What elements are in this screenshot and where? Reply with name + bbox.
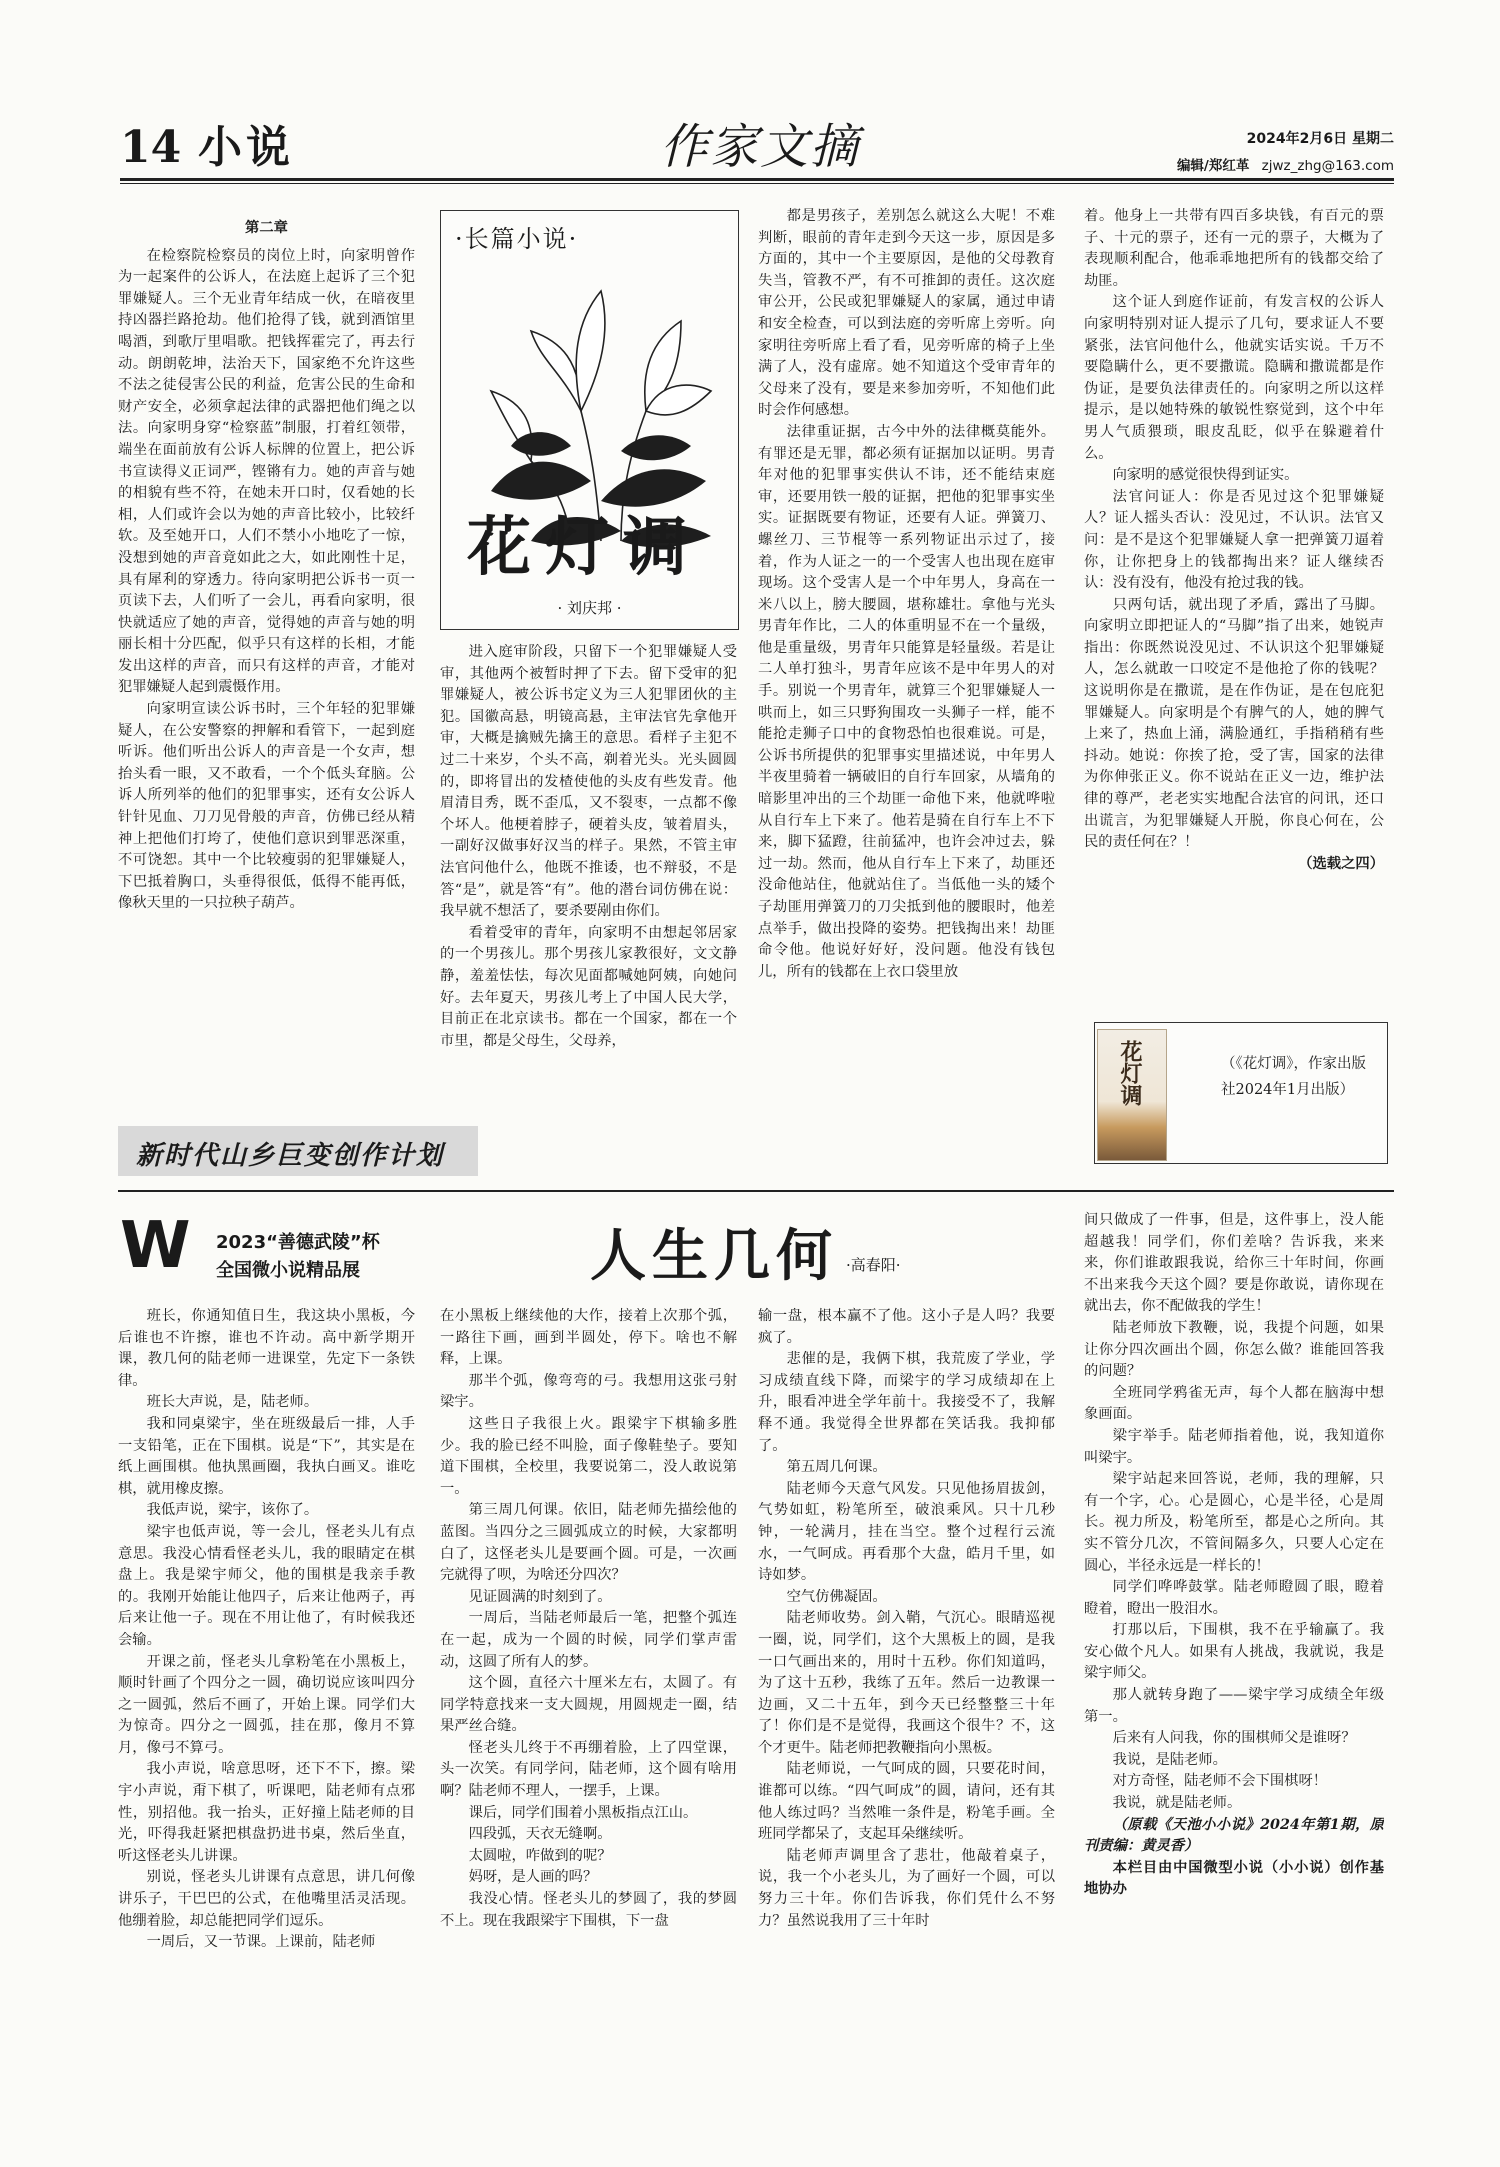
paragraph: 一周后，又一节课。上课前，陆老师 [146, 1934, 376, 1951]
story-column-2 [440, 1306, 737, 2084]
flower-illustration [471, 251, 721, 551]
story-title: 人生几何 [590, 1223, 838, 1289]
paragraph: 那半个弧，像弯弯的弓。我想用这张弓射梁宇。 [440, 1372, 737, 1411]
paragraph: 太圆啦，咋做到的呢？ [468, 1847, 612, 1864]
creation-plan-title: 新时代山乡巨变创作计划 [136, 1141, 445, 1171]
paragraph: 我说，就是陆老师。 [1112, 1795, 1242, 1812]
novel-column-4 [1084, 206, 1384, 996]
paragraph: 别说，怪老头儿讲课有点意思，讲几何像讲乐子，干巴巴的公式，在他嘴里活灵活现。他绷着脸，却总能把同学们逗乐。 [118, 1869, 415, 1929]
paragraph: 梁宇站起来回答说，老师，我的理解，只有一个字，心。心是圆心，心是半径，心是周长。视力所及，粉笔所至，都是心之所向。其实不管分几次，不管间隔多久，只要人心定在圆心，半径永远是一样长的！ [1084, 1471, 1384, 1574]
paragraph: 输一盘，根本赢不了他。这小子是人吗？我要疯了。 [758, 1308, 1055, 1346]
paragraph: 见证圆满的时刻到了。 [468, 1588, 612, 1605]
paragraph: 陆老师声调里含了悲壮，他敲着桌子，说，我一个小老头儿，为了画好一个圆，可以努力三十年。你们告诉我，你们凭什么不努力？虽然说我用了三十年时 [758, 1847, 1055, 1929]
paragraph: 我和同桌梁宇，坐在班级最后一排，人手一支铅笔，正在下围棋。说是“下”，其实是在纸上画围棋。他执黑画圈，我执白画叉。谁吃棋，就用橡皮擦。 [118, 1415, 415, 1497]
page-number: 14 [120, 122, 182, 173]
paragraph: 间只做成了一件事，但是，这件事上，没人能超越我！同学们，你们差啥？告诉我，来来来，你们谁敢跟我说，给你三十年时间，你画不出来我今天这个圆？要是你敢说，请你现在就出去，你不配做我的学生！ [1084, 1212, 1384, 1315]
chapter-heading: 第二章 [245, 220, 288, 236]
paragraph: 陆老师放下教鞭，说，我提个问题，如果让你分四次画出个圆，你怎么做？谁能回答我的问题？ [1084, 1319, 1384, 1380]
paragraph: 怪老头儿终于不再绷着脸，上了四堂课，头一次笑。有同学问，陆老师，这个圆有啥用啊？陆老师不理人，一摆手，上课。 [440, 1739, 737, 1800]
paragraph: 着。他身上一共带有四百多块钱，有百元的票子、十元的票子，还有一元的票子，大概为了表现顺利配合，他乖乖地把所有的钱都交给了劫匪。 [1084, 208, 1384, 289]
header-rule-thin [120, 183, 1394, 184]
paragraph: 法官问证人：你是否见过这个犯罪嫌疑人？证人摇头否认：没见过，不认识。法官又问：是不是这个犯罪嫌疑人拿一把弹簧刀逼着你，让你把身上的钱都掏出来？证人继续否认：没有没有，他没有抢过我的钱。 [1084, 488, 1384, 592]
paragraph: 法律重证据，古今中外的法律概莫能外。有罪还是无罪，都必须有证据加以证明。男青年对他的犯罪事实供认不讳，还不能结束庭审，还要用铁一般的证据，把他的犯罪事实坐实。证据既要有物证，还要有人证。弹簧刀、螺丝刀、三节棍等一系列物证出示过了，接着，作为人证之一的一个受害人也出现在庭审现场。这个受害人是一个中年男人，身高在一米八以上，膀大腰圆，堪称雄壮。拿他与光头男青年作比，二人的体重明显不在一个量级，他是重量级，男青年只能算是轻量级。若是让二人单打独斗，男青年应该不是中年男人的对手。别说一个男青年，就算三个犯罪嫌疑人一哄而上，如三只野狗围攻一头狮子一样，能不能抢走狮子口中的食物恐怕也很难说。可是，公诉书所提供的犯罪事实里描述说，中年男人半夜里骑着一辆破旧的自行车回家，从墙角的暗影里冲出的三个劫匪一命他下来，他就哗啦从自行车上下来了。他若是骑在自行车上不下来，脚下猛蹬，往前猛冲，也许会冲过去，躲过一劫。然而，他从自行车上下来了，劫匪还没命他站住，他就站住了。当低他一头的矮个子劫匪用弹簧刀的刀尖抵到他的腰眼时，他差点举手，做出投降的姿势。把钱掏出来！劫匪命令他。他说好好好，没问题。他没有钱包儿，所有的钱都在上衣口袋里放 [758, 423, 1055, 980]
paragraph: 全班同学鸦雀无声，每个人都在脑海中想象画面。 [1084, 1384, 1384, 1423]
paragraph: 陆老师今天意气风发。只见他扬眉拔剑，气势如虹，粉笔所至，破浪乘风。只十几秒钟，一轮满月，挂在当空。整个过程行云流水，一气呵成。再看那个大盘，皓月千里，如诗如梦。 [758, 1480, 1055, 1584]
paragraph: 对方奇怪，陆老师不会下围棋呀！ [1112, 1773, 1328, 1790]
contest-subtitle: 全国微小说精品展 [216, 1260, 360, 1281]
paragraph: 第三周几何课。依旧，陆老师先描绘他的蓝图。当四分之三圆弧成立的时候，大家都明白了，这怪老头儿是要画个圆。可是，一次画完就得了呗，为啥还分四次？ [440, 1502, 737, 1584]
masthead: 作家文摘 [660, 119, 861, 175]
section-title: 小说 [198, 122, 294, 173]
paragraph: 陆老师收势。剑入鞘，气沉心。眼睛巡视一圈，说，同学们，这个大黑板上的圆，是我一口气画出来的，用时十五秒。你们知道吗，为了这十五秒，我练了五年。然后一边教课一边画，又二十五年，到今天已经整整三十年了！你们是不是觉得，我画这个很牛？不，这个才更牛。陆老师把教鞭指向小黑板。 [758, 1610, 1055, 1756]
section-divider [118, 1190, 1394, 1192]
paragraph: 我小声说，啥意思呀，还下不下，擦。梁宇小声说，甭下棋了，听课吧，陆老师有点邪性，别招他。我一抬头，正好撞上陆老师的目光，吓得我赶紧把棋盘扔进书桌，然后坐直，听这怪老头儿讲课。 [118, 1761, 415, 1864]
book-caption: （《花灯调》，作家出版社2024年1月出版） [1221, 1056, 1366, 1098]
issue-date: 2024年2月6日 星期二 [1246, 131, 1394, 147]
paragraph: 这些日子我很上火。跟梁宇下棋输多胜少。我的脸已经不叫脸，面子像鞋垫子。要知道下围棋，全校里，我要说第二，没人敢说第一。 [440, 1415, 737, 1497]
paragraph: 打那以后，下围棋，我不在乎输赢了。我安心做个凡人。如果有人挑战，我就说，我是梁宇师父。 [1084, 1622, 1384, 1682]
paragraph: 只两句话，就出现了矛盾，露出了马脚。向家明立即把证人的“马脚”指了出来，她锐声指出：你既然说没见过、不认识这个犯罪嫌疑人，怎么就敢一口咬定不是他抢了你的钱呢？这说明你是在撒谎，是在作伪证，是在包庇犯罪嫌疑人。向家明是个有脾气的人，她的脾气上来了，热血上涌，满脸通红，手指稍稍有些抖动。她说：你挨了抢，受了害，国家的法律为你伸张正义。你不说站在正义一边，维护法律的尊严，老老实实地配合法官的问讯，还口出谎言，为犯罪嫌疑人开脱，你良心何在，公民的责任何在？！ [1084, 596, 1384, 851]
sponsor-note: 本栏目由中国微型小说（小小说）创作基地协办 [1084, 1859, 1384, 1898]
story-column-3 [758, 1306, 1055, 2084]
book-box [1094, 1022, 1388, 1164]
paragraph: 后来有人问我，你的围棋师父是谁呀？ [1112, 1730, 1356, 1747]
paragraph: 这个证人到庭作证前，有发言权的公诉人向家明特别对证人提示了几句，要求证人不要紧张，法官问他什么，他就实话实说。千万不要隐瞒什么，更不要撒谎。隐瞒和撒谎都是作伪证，是要负法律责任的。向家明之所以这样提示，是以她特殊的敏锐性察觉到，这个中年男人气质猥琐，眼皮乱眨，似乎在躲避着什么。 [1084, 294, 1384, 462]
header-rule [120, 178, 1394, 181]
paragraph: 妈呀，是人画的吗？ [468, 1869, 598, 1886]
paragraph: 我低声说，梁宇，该你了。 [146, 1502, 319, 1519]
paragraph: 向家明宣读公诉书时，三个年轻的犯罪嫌疑人，在公安警察的押解和看管下，一起到庭听诉。他们听出公诉人的声音是一个女声，想抬头看一眼，又不敢看，一个个低头耷脑。公诉人所列举的他们的犯罪事实，还有女公诉人针针见血、刀刀见骨般的声音，仿佛已经从精神上把他们打垮了，使他们意识到罪恶深重，不可饶恕。其中一个比较瘦弱的犯罪嫌疑人，下巴抵着胸口，头垂得很低，低得不能再低，像秋天里的一只拉秧子葫芦。 [118, 701, 415, 912]
paragraph: 班长大声说，是，陆老师。 [146, 1394, 319, 1411]
creation-plan-banner [118, 1126, 478, 1176]
paragraph: 梁宇也低声说，等一会儿，怪老头儿有点意思。我没心情看怪老头儿，我的眼睛定在棋盘上。我是梁宇师父，他的围棋是我亲手教的。我刚开始能让他四子，后来让他两子，再后来让他一子。现在不用让他了，有时候我还会输。 [118, 1523, 415, 1648]
paragraph: 同学们哗哗鼓掌。陆老师瞪圆了眼，瞪着瞪着，瞪出一股泪水。 [1084, 1579, 1384, 1617]
paragraph: 四段弧，天衣无缝啊。 [468, 1826, 612, 1843]
story-author: ·高春阳· [846, 1256, 901, 1274]
contest-name: 2023“善德武陵”杯 [216, 1232, 380, 1253]
paragraph: 在小黑板上继续他的大作，接着上次那个弧，一路往下画，画到半圆处，停下。啥也不解释，上课。 [440, 1308, 737, 1368]
paragraph: 悲催的是，我俩下棋，我荒废了学业，学习成绩直线下降，而梁宇的学习成绩却在上升，眼看冲进全学年前十。我接受不了，我解释不通。我觉得全世界都在笑话我。我抑郁了。 [758, 1351, 1055, 1454]
story-source: （原载《天池小小说》2024年第1期，原刊责编：黄灵香） [1084, 1816, 1384, 1855]
editor-email: zjwz_zhg@163.com [1261, 158, 1394, 174]
contest-logo [120, 1209, 420, 1292]
paragraph: 向家明的感觉很快得到证实。 [1112, 467, 1299, 484]
paragraph: 我说，是陆老师。 [1112, 1751, 1227, 1768]
novel-column-3 [758, 206, 1055, 1171]
page-header [120, 118, 1394, 178]
novel-title-box [440, 210, 739, 630]
paragraph: 一周后，当陆老师最后一笔，把整个弧连在一起，成为一个圆的时候，同学们掌声雷动，这圆了所有人的梦。 [440, 1610, 737, 1670]
genre-label: ·长篇小说· [455, 225, 579, 253]
paragraph: 那人就转身跑了——梁宇学习成绩全年级第一。 [1084, 1687, 1384, 1725]
paragraph: 都是男孩子，差别怎么就这么大呢！不难判断，眼前的青年走到今天这一步，原因是多方面的，其中一个主要原因，是他的父母教育失当，管教不严，有不可推卸的责任。这次庭审公开，公民或犯罪嫌疑人的家属，通过申请和安全检查，可以到法庭的旁听席上旁听。向家明往旁听席上看了看，见旁听席的椅子上坐满了人，没有虚席。她不知道这个受审青年的父母来了没有，要是来参加旁听，不知他们此时会作何感想。 [758, 208, 1055, 419]
paragraph: 陆老师说，一气呵成的圆，只要花时间，谁都可以练。“四气呵成”的圆，请问，还有其他人练过吗？当然唯一条件是，粉笔手画。全班同学都呆了，支起耳朵继续听。 [758, 1761, 1055, 1843]
story-column-1 [118, 1306, 415, 2084]
book-cover-title: 花灯调 [1117, 1040, 1143, 1106]
paragraph: 课后，同学们围着小黑板指点江山。 [468, 1804, 698, 1821]
paragraph: 在检察院检察员的岗位上时，向家明曾作为一起案件的公诉人，在法庭上起诉了三个犯罪嫌疑人。三个无业青年结成一伙，在暗夜里持凶器拦路抢劫。他们抢得了钱，就到酒馆里喝酒，到歌厅里唱歌。把钱挥霍完了，再去行动。朗朗乾坤，法治天下，国家绝不允许这些不法之徒侵害公民的利益，危害公民的生命和财产安全，必须拿起法律的武器把他们绳之以法。向家明身穿“检察蓝”制服，打着红领带，端坐在面前放有公诉人标牌的位置上，把公诉书宣读得义正词严，铿锵有力。她的声音与她的相貌有些不符，在她未开口时，仅看她的长相，人们或许会以为她的声音比较小，比较纤软。及至她开口，人们不禁小小地吃了一惊，没想到她的声音竟如此之大，如此刚性十足，具有犀利的穿透力。待向家明把公诉书一页一页读下去，人们听了一会儿，再看向家明，很快就适应了她的声音，觉得她的声音与她的明丽长相十分匹配，似乎只有这样的长相，才能发出这样的声音，而只有这样的声音，才能对犯罪嫌疑人起到震慑作用。 [118, 247, 415, 696]
serial-note: （选载之四） [1298, 855, 1384, 872]
paragraph: 第五周几何课。 [786, 1459, 887, 1476]
book-cover [1097, 1029, 1167, 1161]
paragraph: 班长，你通知值日生，我这块小黑板，今后谁也不许擦，谁也不许动。高中新学期开课，教几何的陆老师一进课堂，先定下一条铁律。 [118, 1308, 415, 1389]
editor-line [1177, 154, 1394, 174]
paragraph: 开课之前，怪老头儿拿粉笔在小黑板上，顺时针画了个四分之一圆，确切说应该叫四分之一圆弧，然后不画了，开始上课。同学们大为惊奇。四分之一圆弧，挂在那，像月不算月，像弓不算弓。 [118, 1653, 415, 1756]
novel-column-2 [440, 642, 737, 1167]
novel-author: · 刘庆邦 · [557, 599, 622, 617]
editor-name: 编辑/郑红革 [1176, 158, 1250, 174]
paragraph: 这个圆，直径六十厘米左右，太圆了。有同学特意找来一支大圆规，用圆规走一圈，结果严丝合缝。 [440, 1675, 737, 1735]
paragraph: 梁宇举手。陆老师指着他，说，我知道你叫梁宇。 [1084, 1427, 1384, 1466]
paragraph: 进入庭审阶段，只留下一个犯罪嫌疑人受审，其他两个被暂时押了下去。留下受审的犯罪嫌疑人，被公诉书定义为三人犯罪团伙的主犯。国徽高悬，明镜高悬，主审法官先拿他开审，大概是擒贼先擒王的意思。看样子主犯不过二十来岁，个头不高，剃着光头。光头圆圆的，即将冒出的发楂使他的头皮有些发青。他眉清目秀，既不歪瓜，又不裂枣，一点都不像个坏人。他梗着脖子，硬着头皮，皱着眉头，一副好汉做事好汉当的样子。果然，不管主审法官问他什么，他既不推诿，也不辩驳，不是答“是”，就是答“有”。他的潜台词仿佛在说：我早就不想活了，要杀要剐由你们。 [440, 644, 737, 920]
contest-logo-mark: W [120, 1209, 191, 1283]
novel-column-1 [118, 214, 415, 1114]
paragraph: 空气仿佛凝固。 [786, 1588, 887, 1605]
paragraph: 看着受审的青年，向家明不由想起邻居家的一个男孩儿。那个男孩儿家教很好，文文静静，羞羞怯怯，每次见面都喊她阿姨，向她问好。去年夏天，男孩儿考上了中国人民大学，目前正在北京读书。都在一个国家，都在一个市里，都是父母生，父母养， [440, 924, 737, 1049]
paragraph: 我没心情。怪老头儿的梦圆了，我的梦圆不上。现在我跟梁宇下围棋，下一盘 [440, 1891, 737, 1929]
story-column-4 [1084, 1210, 1384, 2090]
novel-title: 花灯调 [467, 510, 701, 585]
